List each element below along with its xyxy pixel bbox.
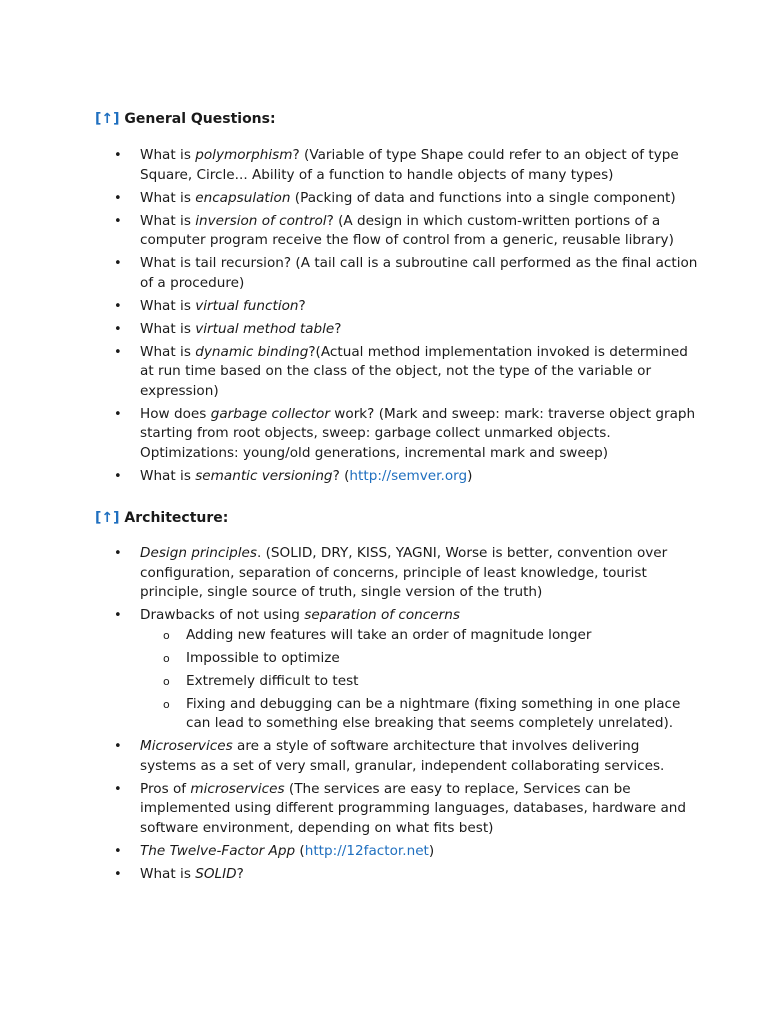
- list-item: • Pros of microservices (The services are easy to replace, Services can be implemented using different programming languages, databases, hardware and software environment, depending on what fits best): [0, 780, 768, 839]
- twelve-factor-link[interactable]: http://12factor.net: [304, 842, 429, 859]
- list-item: • What is virtual method table?: [0, 320, 768, 340]
- list-item: • How does garbage collector work? (Mark and sweep: mark: traverse object graph starting from root objects, sweep: garbage collect unmarked objects. Optimizations: young/old generations, incremental mark and sweep): [0, 405, 768, 464]
- sub-list-item: o Impossible to optimize: [140, 649, 698, 669]
- semver-link[interactable]: http://semver.org: [349, 467, 468, 484]
- general-questions-list: [0, 146, 768, 490]
- back-to-top-link[interactable]: [↑]: [95, 510, 120, 526]
- sub-list-item: o Adding new features will take an order of magnitude longer: [140, 626, 698, 646]
- general-questions-heading: [95, 109, 276, 129]
- architecture-heading: [95, 508, 228, 528]
- list-item: • Microservices are a style of software architecture that involves delivering systems as a set of very small, granular, independent collaborating services.: [0, 737, 768, 776]
- list-item: • What is tail recursion? (A tail call is a subroutine call performed as the final action of a procedure): [0, 254, 768, 293]
- list-item: • What is dynamic binding?(Actual method implementation invoked is determined at run time based on the class of the object, not the type of the variable or expression): [0, 343, 768, 402]
- sub-list-item: o Fixing and debugging can be a nightmare (fixing something in one place can lead to something else breaking that seems completely unrelated).: [140, 695, 698, 734]
- list-item: • What is inversion of control? (A design in which custom-written portions of a computer program receive the flow of control from a generic, reusable library): [0, 212, 768, 251]
- concerns-sublist: [140, 626, 698, 734]
- list-item: • What is semantic versioning? (http://semver.org): [0, 467, 768, 487]
- section-title: Architecture:: [124, 510, 229, 526]
- list-item: • What is polymorphism? (Variable of type Shape could refer to an object of type Square, Circle... Ability of a function to handle objects of many types): [0, 146, 768, 185]
- architecture-list: [0, 544, 768, 888]
- list-item: • Design principles. (SOLID, DRY, KISS, YAGNI, Worse is better, convention over configuration, separation of concerns, principle of least knowledge, tourist principle, single source of truth, single version of the truth): [0, 544, 768, 603]
- list-item: • What is encapsulation (Packing of data and functions into a single component): [0, 189, 768, 209]
- sub-list-item: o Extremely difficult to test: [140, 672, 698, 692]
- list-item: • What is virtual function?: [0, 297, 768, 317]
- back-to-top-link[interactable]: [↑]: [95, 111, 120, 127]
- section-title: General Questions:: [124, 111, 276, 127]
- list-item: • The Twelve-Factor App (http://12factor.net): [0, 842, 768, 862]
- list-item: • Drawbacks of not using separation of concerns o Adding new features will take an order of magnitude longer o Impossible to optimize o Extremely difficult to test o Fixing and debugging can be a nightmare (fixing something in one place can lead to something else breaking that seems completely unrelated).: [0, 606, 768, 734]
- list-item: • What is SOLID?: [0, 865, 768, 885]
